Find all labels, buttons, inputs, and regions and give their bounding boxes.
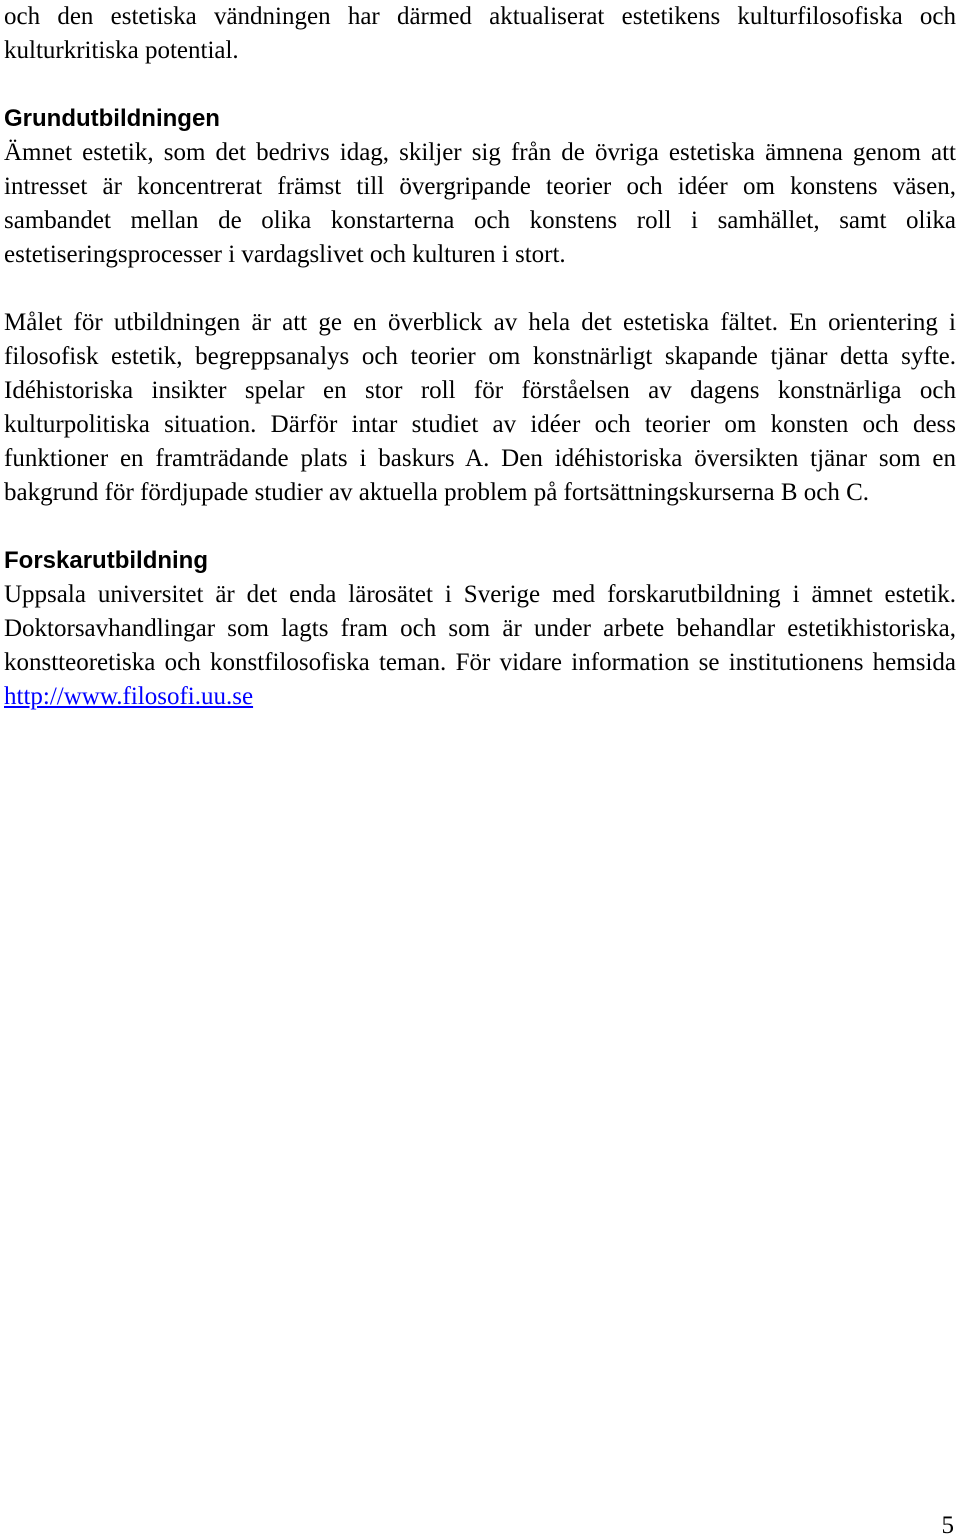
- grundutbildning-paragraph-2: Målet för utbildningen är att ge en överblick av hela det estetiska fältet. En orientering i filosofisk estetik, begreppsanalys och teorier om konstnärligt skapande tjänar detta syfte. Idéhistoriska insikter spelar en stor roll för förståelsen av dagens konstnärliga och kulturpolitiska situation. Därför intar studiet av idéer och teorier om konsten och dess funktioner en framträdande plats i baskurs A. Den idéhistoriska översikten tjänar som en bakgrund för fördjupade studier av aktuella problem på fortsättningskurserna B och C.: [4, 309, 956, 506]
- page-number: 5: [941, 1512, 954, 1539]
- document-page: [4, 0, 956, 714]
- section-heading-forskarutbildning: Forskarutbildning: [4, 547, 208, 574]
- spacer: [4, 68, 956, 102]
- section-heading-grundutbildningen: Grundutbildningen: [4, 105, 220, 132]
- institution-website-link[interactable]: http://www.filosofi.uu.se: [4, 683, 254, 710]
- intro-paragraph: och den estetiska vändningen har därmed aktualiserat estetikens kulturfilosofiska och kulturkritiska potential.: [4, 3, 956, 64]
- forskarutbildning-text: Uppsala universitet är det enda lärosätet i Sverige med forskarutbildning i ämnet estetik. Doktorsavhandlingar som lagts fram och som är under arbete behandlar estetikhistoriska, konstteoretiska och konstfilosofiska teman. För vidare information se institutionens hemsida: [4, 581, 956, 676]
- spacer: [4, 272, 956, 306]
- spacer: [4, 510, 956, 544]
- grundutbildning-paragraph-1: Ämnet estetik, som det bedrivs idag, skiljer sig från de övriga estetiska ämnena genom att intresset är koncentrerat främst till övergripande teorier och idéer om konstens väsen, sambandet mellan de olika konstarterna och konstens roll i samhället, samt olika estetiseringsprocesser i vardagslivet och kulturen i stort.: [4, 139, 956, 268]
- forskarutbildning-paragraph: [4, 578, 956, 714]
